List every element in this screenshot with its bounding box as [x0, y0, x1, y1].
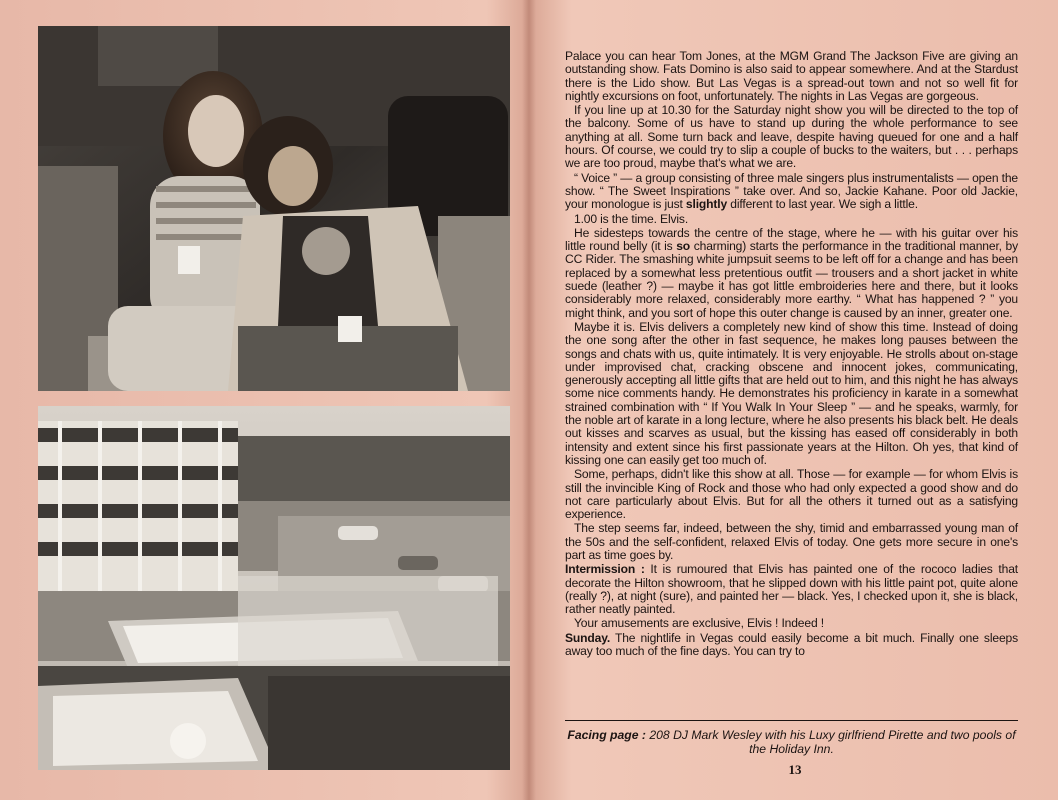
page-gutter	[522, 0, 536, 800]
section-label: Intermission :	[565, 562, 645, 577]
article-text	[565, 50, 1018, 659]
article-paragraph: 1.00 is the time. Elvis.	[574, 211, 689, 226]
article-paragraph: If you line up at 10.30 for the Saturday night show you will be directed to the top of the balcony. Some of us have to stand up during the whole performance to see anything at all. Some turn back and leave, despite having queued for one and a half hours. Of course, we could try to slip a couple of bucks to the waiters, but . . . perhaps we are too proud, maybe that's what we are.	[565, 103, 1018, 171]
caption-text: 208 DJ Mark Wesley with his Luxy girlfriend Pirette and two pools of the Holiday Inn.	[649, 728, 1016, 756]
article-paragraph: The step seems far, indeed, between the shy, timid and embarrassed young man of the 50s and the self-confident, relaxed Elvis of today. One gets more secure in one's part as time goes by.	[565, 521, 1018, 562]
paragraph-text: He sidesteps towards the centre of the stage, where he — with his guitar over his little round belly (it is	[565, 225, 1018, 254]
photo-hotel-pools	[38, 406, 510, 770]
emphasis-text: slightly	[685, 197, 728, 212]
page-number: 13	[788, 762, 802, 777]
caption-divider	[565, 720, 1018, 721]
article-paragraph: Your amusements are exclusive, Elvis ! Indeed !	[574, 616, 824, 631]
paragraph-text: “ Voice ” — a group consisting of three male singers plus instrumentalists — open the show. “ The Sweet Inspirations ” take over. And so, Jackie Kahane. Poor old Jackie, your monologue is just	[565, 170, 1018, 212]
photo-caption	[565, 728, 1018, 756]
article-paragraph	[565, 172, 1018, 212]
paragraph-text: The nightlife in Vegas could easily become a bit much. Finally one sleeps away too much of the fine days. You can try to	[565, 630, 1018, 659]
article-paragraph: Palace you can hear Tom Jones, at the MGM Grand The Jackson Five are giving an outstanding show. Fats Domino is also said to appear somewhere. And at the Stardust there is the Lido show. But Las Vegas is a spread-out town and not so well fit for nightly excursions on foot, unfortunately. The nights in Las Vegas are gorgeous.	[565, 49, 1018, 103]
article-paragraph	[565, 632, 1018, 659]
article-paragraph	[565, 563, 1018, 616]
photo-couple	[38, 26, 510, 391]
hotel-pools-photo-graphic	[38, 406, 510, 770]
section-label: Sunday.	[565, 630, 611, 645]
article-paragraph: Some, perhaps, didn't like this show at all. Those — for example — for whom Elvis is still the invincible King of Rock and those who had only expected a good show and do not care particularly about Elvis. But for all the others it turned out as a satisfying experience.	[565, 467, 1018, 522]
article-paragraph: Maybe it is. Elvis delivers a completely new kind of show this time. Instead of doing the one song after the other in fast sequence, he makes long pauses between the songs and chats with us, quite intimately. It is very enjoyable. He strolls about on-stage under improvised chat, cracking obscene and innocent jokes, communicating, generously accepting all little gifts that are held out to him, and this night he has always some nice comments handy. He demonstrates his proficiency in karate in a somewhat strained combination with “ If You Walk In Your Sleep ” — and he speaks, warmly, for the noble art of karate in a long lecture, where he also presents his black belt. He deals out kisses and scarves as usual, but the kissing has eased off considerably in both intensity and extent since his first passionate years at the Hilton. Oh yes, that kind of kissing one can easily get too much of.	[565, 319, 1018, 467]
couple-photo-graphic	[38, 26, 510, 391]
paragraph-text: It is rumoured that Elvis has painted one of the rococo ladies that decorate the Hilton showroom, that he slipped down with his little paint pot, quite alone (really ?), at night (sure), and painted her — black. Yes, I checked upon it, she is black, rather neatly painted.	[565, 562, 1018, 617]
emphasis-text: so	[676, 239, 691, 254]
article-paragraph	[565, 227, 1018, 320]
paragraph-text: charming) starts the performance in the traditional manner, by CC Rider. The smashing white jumpsuit seems to be left off for a change and has been replaced by a somewhat less pretentious outfit — trousers and a short jacket in white suede (leather ?) — maybe it has got little embroideries here and there, but it looks considerably more relaxed, considerably more earthy. “ What has happened ? ” you might think, and you sort of hope this outer change is caused by an inner, greater one.	[565, 239, 1018, 320]
paragraph-text: different to last year. We sigh a little.	[730, 197, 918, 212]
caption-lead: Facing page :	[567, 728, 646, 742]
